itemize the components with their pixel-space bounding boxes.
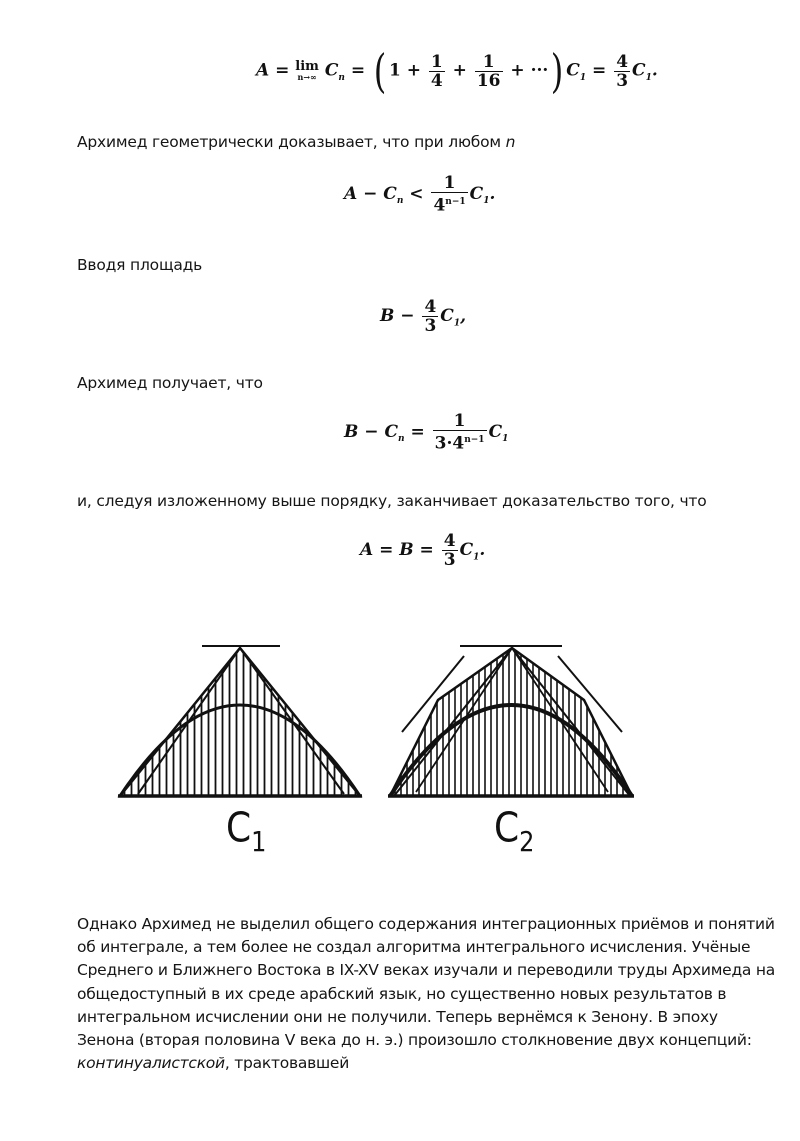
text-line-4: и, следуя изложенному выше порядку, заканчивает доказательство того, что — [77, 492, 707, 510]
text-line-2: Вводя площадь — [77, 256, 203, 274]
formula-area-b: B − $\frac{4}{3}$ $C_1$, — [380, 297, 467, 336]
label-c1: $C_1$ — [226, 804, 267, 858]
formula-inequality: $A - C_n$ < $\frac{1}{4^{n-1}}$ $C_1$. — [344, 173, 496, 216]
closing-paragraph: Однако Архимед не выделил общего содержания интеграционных приёмов и понятий об интеграле, а тем более не создал алгоритма интегрального исчисления. Учёные Среднего и Ближнего Востока в IX-XV веках изучали и переводили труды Архимеда на общедоступный в их среде арабский язык, но существенно новых результатов в интегральном исчислении они не получили. Теперь вернёмся к Зенону. В эпоху Зенона (вторая половина V века до н. э.) произошло столкновение двух концепций: континуалистской, трактовавшей — [77, 915, 775, 1073]
figure-c2-segment — [386, 636, 636, 806]
formula-difference: $B - C_n$ = $\frac{1}{3\cdot 4^{n-1}}$ $C_1$ — [344, 411, 509, 454]
text-line-1: Архимед геометрически доказывает, что при любом n — [77, 133, 516, 151]
formula-result: A = B = $\frac{4}{3}$ $C_1$. — [360, 531, 486, 570]
figure-c1-segment — [114, 636, 364, 806]
text-line-3: Архимед получает, что — [77, 374, 263, 392]
formula-limit: A = lim n→∞ $C_n$ = ( 1 + $\frac{1}{4}$ + $\frac{1}{16}$ + ···) $C_1$ = $\frac{4}{3}$ $C_1$. — [256, 44, 658, 98]
label-c2: $C_2$ — [494, 804, 535, 858]
